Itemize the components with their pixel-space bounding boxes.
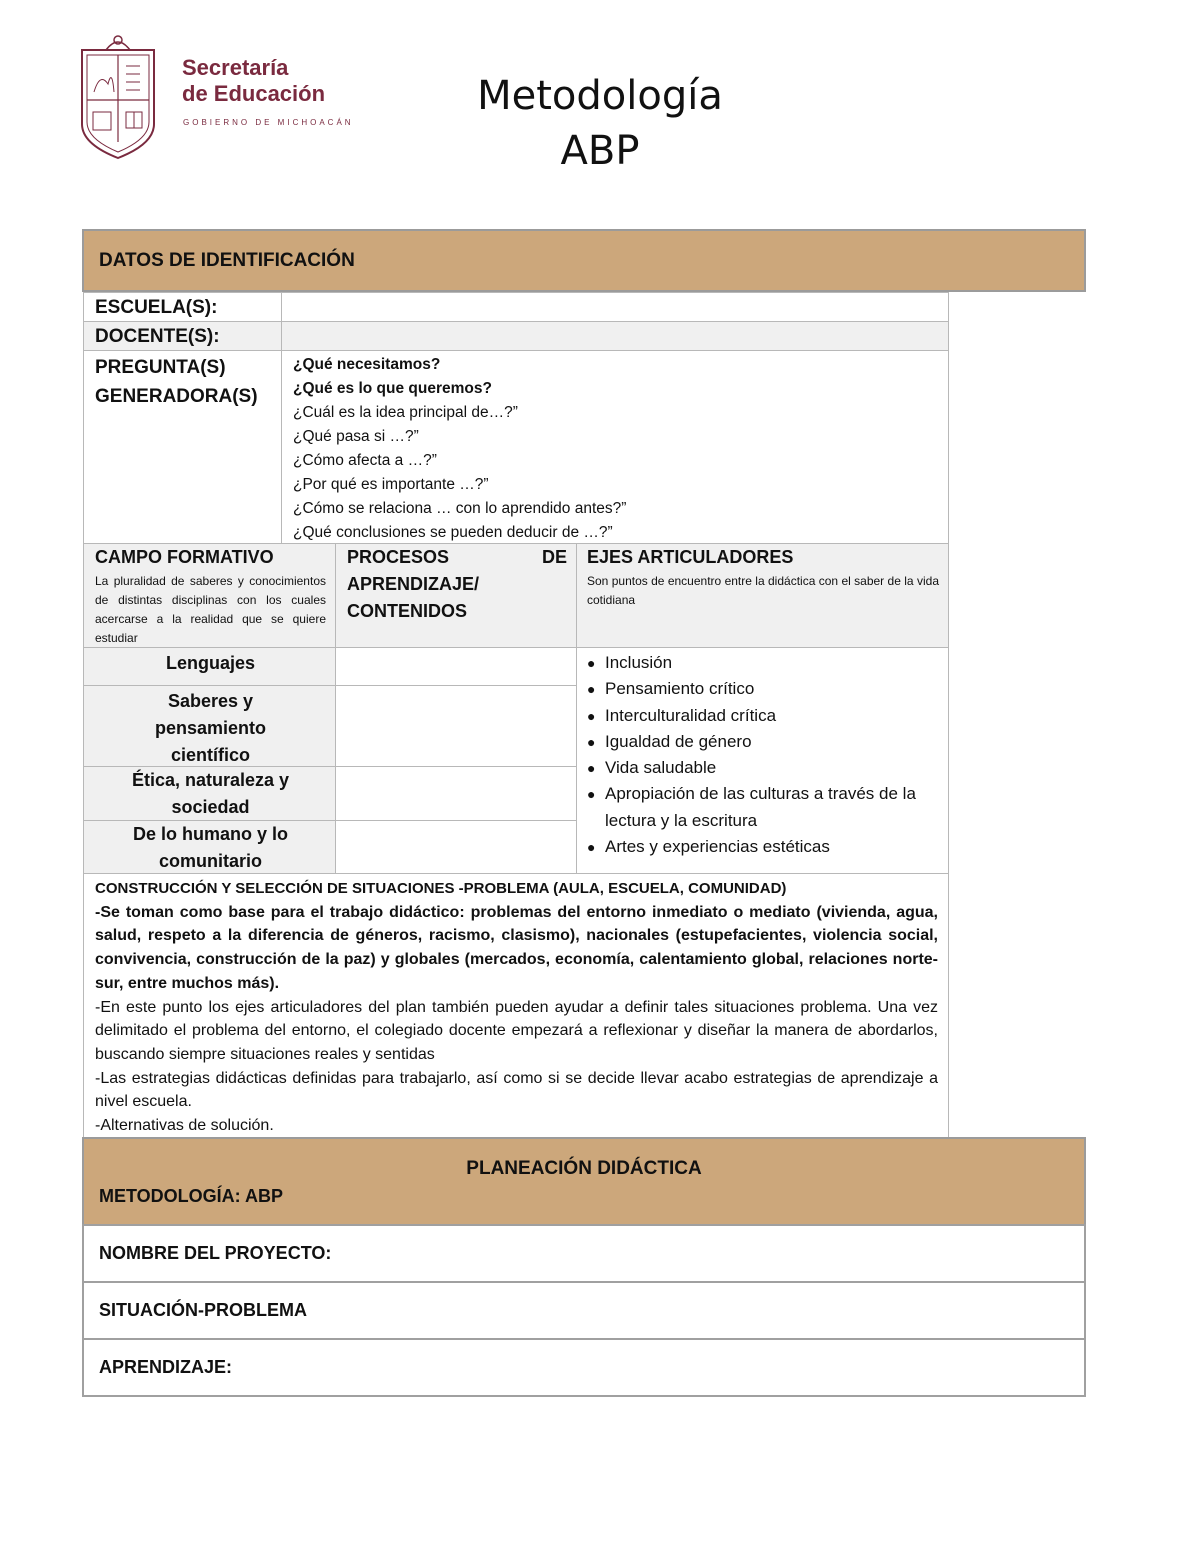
bullet-icon: ● [587, 760, 596, 777]
situacion-problema-label: SITUACIÓN-PROBLEMA [99, 1300, 307, 1320]
construccion-title: CONSTRUCCIÓN Y SELECCIÓN DE SITUACIONES -PROBLEMA (AULA, ESCUELA, COMUNIDAD) [95, 880, 787, 897]
preguntas-cell [281, 350, 949, 544]
nombre-proyecto-row[interactable] [82, 1224, 1086, 1283]
pregunta-item: ¿Qué pasa si …?” [293, 428, 419, 445]
bullet-icon: ● [587, 681, 596, 698]
list-item: ● Inclusión [585, 650, 930, 676]
brand-line-1: Secretaría [182, 55, 289, 80]
pregunta-label-2: GENERADORA(S) [95, 386, 258, 407]
bullet-icon: ● [587, 733, 596, 750]
pregunta-label-1: PREGUNTA(S) [95, 357, 226, 378]
brand-line-3: GOBIERNO DE MICHOACÁN [183, 118, 354, 127]
bullet-icon: ● [587, 707, 596, 724]
pregunta-label-cell [83, 350, 282, 544]
pregunta-item: ¿Por qué es importante …?” [293, 476, 489, 493]
situacion-problema-row[interactable] [82, 1281, 1086, 1340]
list-item: ● Igualdad de género [585, 729, 930, 755]
list-item: ● Interculturalidad crítica [585, 703, 930, 729]
procesos-cell[interactable] [335, 685, 577, 767]
pregunta-item: ¿Qué conclusiones se pueden deducir de …?” [293, 524, 613, 541]
procesos-title-2: APRENDIZAJE/ [347, 574, 480, 594]
datos-section-header [82, 229, 1086, 292]
pregunta-item: ¿Qué es lo que queremos? [293, 380, 492, 397]
campo-cell-saberes [83, 685, 336, 767]
campo-formativo-desc: La pluralidad de saberes y conocimientos de distintas disciplinas con los cuales acercarse a la realidad que se quiere estudiar [95, 574, 326, 645]
escuela-label: ESCUELA(S): [95, 297, 218, 318]
list-item: ● Apropiación de las culturas a través de la lectura y la escritura [585, 781, 930, 834]
campo-formativo-header [83, 543, 336, 648]
document-subtitle: ABP [560, 128, 640, 174]
docente-label: DOCENTE(S): [95, 326, 220, 347]
planeacion-section-header [82, 1137, 1086, 1226]
preguntas-list [293, 353, 626, 545]
procesos-title-de: DE [542, 547, 568, 567]
ejes-title: EJES ARTICULADORES [587, 547, 794, 567]
pregunta-item: ¿Qué necesitamos? [293, 356, 441, 373]
procesos-header [335, 543, 577, 648]
campo-label: Saberes y pensamiento científico [154, 691, 267, 765]
procesos-title-1: PROCESOS [347, 547, 450, 567]
construccion-cell [83, 873, 949, 1138]
aprendizaje-row[interactable] [82, 1338, 1086, 1397]
pregunta-item: ¿Cuál es la idea principal de…?” [293, 404, 518, 421]
ejes-header [576, 543, 949, 648]
document-title: Metodología [477, 73, 723, 119]
bullet-icon: ● [587, 786, 596, 803]
construccion-bold-paragraph: -Se toman como base para el trabajo didáctico: problemas del entorno inmediato o mediato (vivienda, agua, salud, respeto a la diferencia de géneros, racismo, clasismo), nacionales (estupefacientes, violencia social, convivencia, construcción de la paz) y globales (mercados, economía, calentamiento global, relaciones norte-sur, entre muchos más). [95, 903, 938, 992]
nombre-proyecto-label: NOMBRE DEL PROYECTO: [99, 1243, 332, 1263]
ejes-list-cell [576, 647, 949, 874]
pregunta-item: ¿Cómo se relaciona … con lo aprendido antes?” [293, 500, 627, 517]
campo-cell-etica [83, 766, 336, 821]
datos-section-title: DATOS DE IDENTIFICACIÓN [99, 250, 355, 271]
campo-label: Ética, naturaleza y sociedad [131, 770, 290, 817]
procesos-cell[interactable] [335, 820, 577, 874]
construccion-paragraph: -Las estrategias didácticas definidas para trabajarlo, así como si se decide llevar acabo estrategias de aprendizaje a nivel escuela. [95, 1069, 938, 1111]
metodologia-label: METODOLOGÍA: ABP [99, 1186, 283, 1206]
ejes-list [585, 650, 930, 860]
escuela-label-cell [83, 292, 282, 322]
docente-input[interactable] [281, 321, 949, 351]
bullet-icon: ● [587, 839, 596, 856]
procesos-cell[interactable] [335, 647, 577, 686]
campo-formativo-title: CAMPO FORMATIVO [95, 547, 274, 567]
list-item: ● Vida saludable [585, 755, 930, 781]
list-item: ● Artes y experiencias estéticas [585, 834, 930, 860]
procesos-title-3: CONTENIDOS [347, 601, 468, 621]
construccion-text [95, 877, 938, 1138]
bullet-icon: ● [587, 655, 596, 671]
campo-label: De lo humano y lo comunitario [132, 824, 288, 871]
brand-line-2: de Educación [182, 81, 326, 106]
pregunta-item: ¿Cómo afecta a …?” [293, 452, 437, 469]
construccion-paragraph: -Alternativas de solución. [95, 1117, 274, 1135]
campo-cell-humano [83, 820, 336, 874]
michoacan-crest-logo [78, 32, 158, 160]
planeacion-title: PLANEACIÓN DIDÁCTICA [466, 1158, 702, 1179]
aprendizaje-label: APRENDIZAJE: [99, 1357, 233, 1377]
procesos-cell[interactable] [335, 766, 577, 821]
list-item: ● Pensamiento crítico [585, 676, 930, 702]
ejes-desc: Son puntos de encuentro entre la didáctica con el saber de la vida cotidiana [587, 574, 939, 607]
campo-cell-lenguajes [83, 647, 336, 686]
construccion-paragraph: -En este punto los ejes articuladores del plan también pueden ayudar a definir tales situaciones problema. Una vez delimitado el problema del entorno, el colegiado docente empezará a reflexionar y diseñar la manera de abordarlos, buscando siempre situaciones reales y sentidas [95, 998, 938, 1063]
escuela-input[interactable] [281, 292, 949, 322]
campo-label: Lenguajes [165, 653, 256, 673]
docente-label-cell [83, 321, 282, 351]
